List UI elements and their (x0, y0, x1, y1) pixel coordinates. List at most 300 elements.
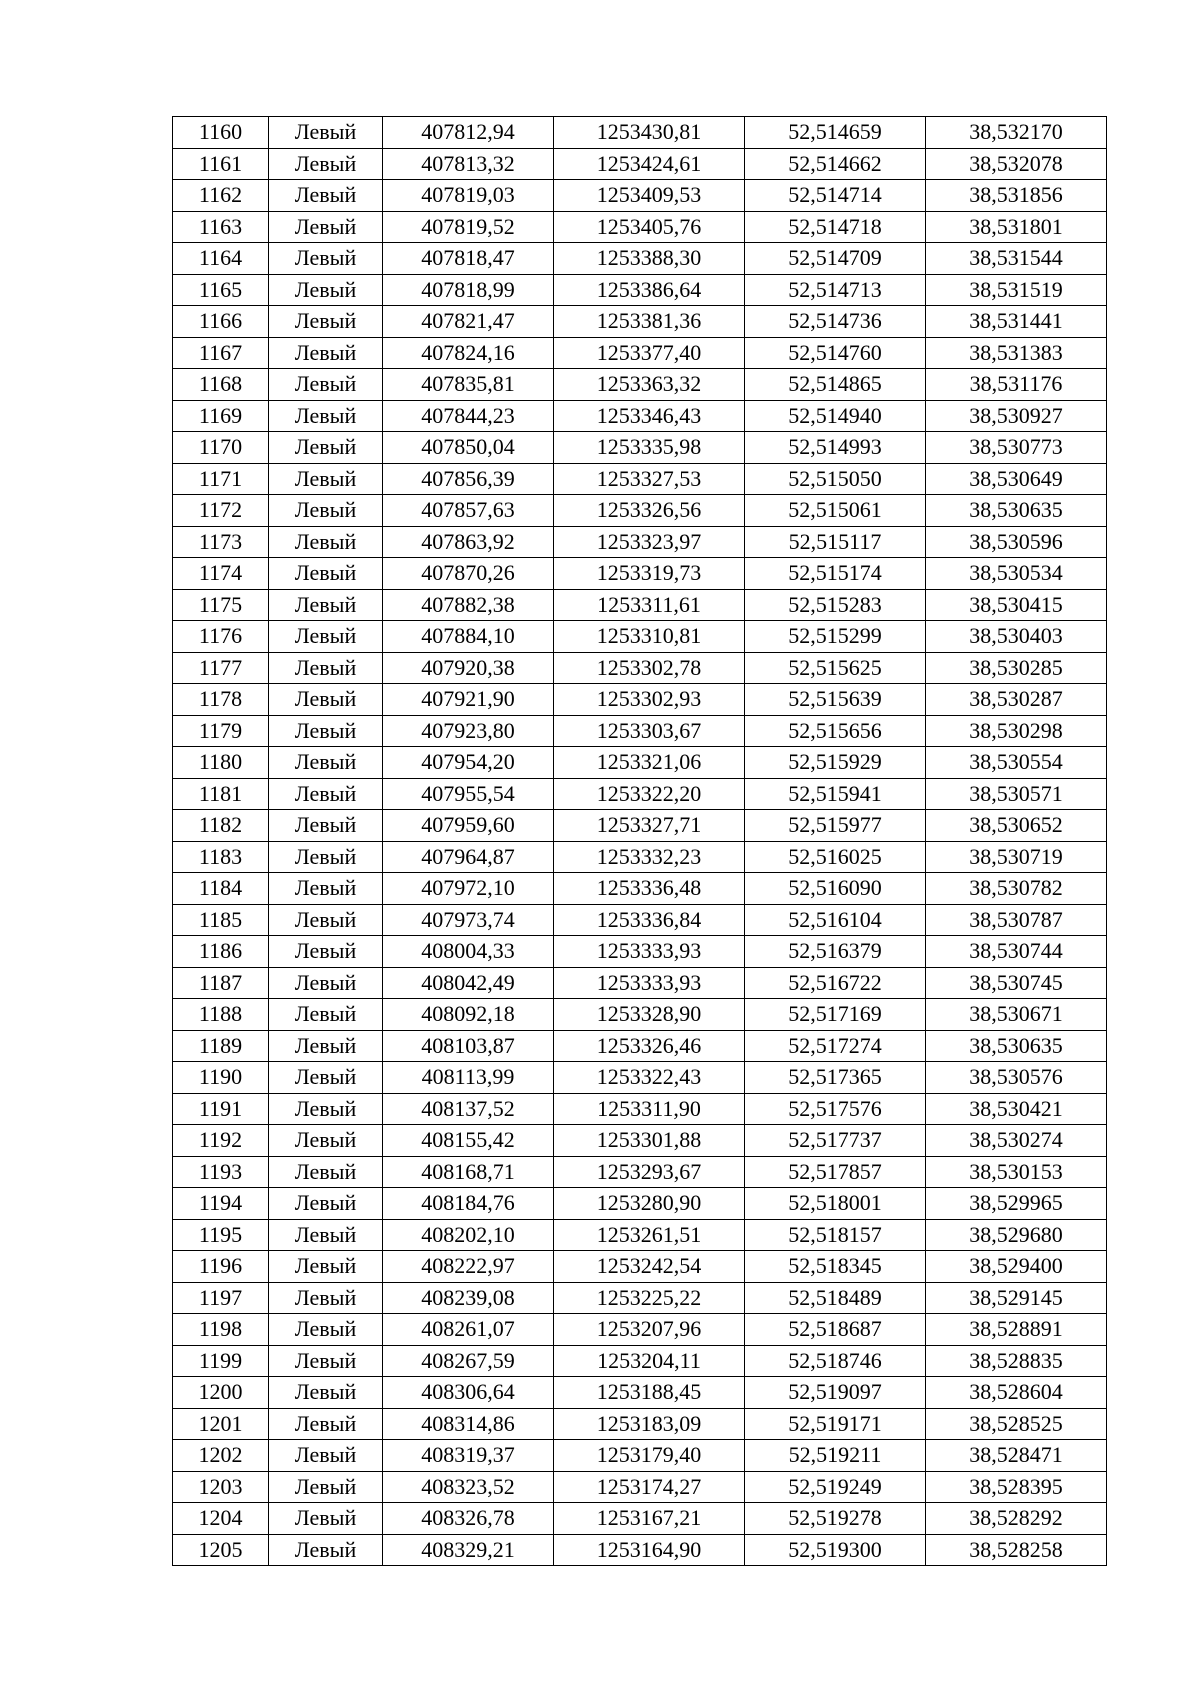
longitude-cell: 38,530652 (926, 810, 1107, 842)
point-number-cell: 1161 (173, 148, 269, 180)
y-coordinate-cell: 1253207,96 (554, 1314, 745, 1346)
point-number-cell: 1189 (173, 1030, 269, 1062)
side-cell: Левый (269, 1030, 383, 1062)
longitude-cell: 38,530285 (926, 652, 1107, 684)
side-cell: Левый (269, 1534, 383, 1566)
longitude-cell: 38,531801 (926, 211, 1107, 243)
table-row (173, 1408, 1107, 1440)
side-cell: Левый (269, 1440, 383, 1472)
latitude-cell: 52,517576 (745, 1093, 926, 1125)
side-cell: Левый (269, 1062, 383, 1094)
y-coordinate-cell: 1253327,53 (554, 463, 745, 495)
table-row (173, 1030, 1107, 1062)
y-coordinate-cell: 1253405,76 (554, 211, 745, 243)
latitude-cell: 52,518746 (745, 1345, 926, 1377)
longitude-cell: 38,531856 (926, 180, 1107, 212)
x-coordinate-cell: 408267,59 (383, 1345, 554, 1377)
table-row (173, 243, 1107, 275)
latitude-cell: 52,517365 (745, 1062, 926, 1094)
y-coordinate-cell: 1253301,88 (554, 1125, 745, 1157)
point-number-cell: 1180 (173, 747, 269, 779)
x-coordinate-cell: 407921,90 (383, 684, 554, 716)
latitude-cell: 52,515061 (745, 495, 926, 527)
side-cell: Левый (269, 369, 383, 401)
side-cell: Левый (269, 747, 383, 779)
table-row (173, 1219, 1107, 1251)
table-row (173, 715, 1107, 747)
side-cell: Левый (269, 117, 383, 149)
point-number-cell: 1185 (173, 904, 269, 936)
longitude-cell: 38,528471 (926, 1440, 1107, 1472)
longitude-cell: 38,528258 (926, 1534, 1107, 1566)
table-row (173, 526, 1107, 558)
latitude-cell: 52,519249 (745, 1471, 926, 1503)
side-cell: Левый (269, 243, 383, 275)
longitude-cell: 38,530635 (926, 495, 1107, 527)
latitude-cell: 52,515639 (745, 684, 926, 716)
point-number-cell: 1203 (173, 1471, 269, 1503)
latitude-cell: 52,515117 (745, 526, 926, 558)
latitude-cell: 52,514714 (745, 180, 926, 212)
point-number-cell: 1183 (173, 841, 269, 873)
latitude-cell: 52,514713 (745, 274, 926, 306)
y-coordinate-cell: 1253183,09 (554, 1408, 745, 1440)
longitude-cell: 38,530782 (926, 873, 1107, 905)
y-coordinate-cell: 1253321,06 (554, 747, 745, 779)
point-number-cell: 1163 (173, 211, 269, 243)
side-cell: Левый (269, 1156, 383, 1188)
x-coordinate-cell: 407818,47 (383, 243, 554, 275)
y-coordinate-cell: 1253225,22 (554, 1282, 745, 1314)
side-cell: Левый (269, 1377, 383, 1409)
table-row (173, 652, 1107, 684)
longitude-cell: 38,528395 (926, 1471, 1107, 1503)
side-cell: Левый (269, 337, 383, 369)
x-coordinate-cell: 407824,16 (383, 337, 554, 369)
y-coordinate-cell: 1253242,54 (554, 1251, 745, 1283)
point-number-cell: 1165 (173, 274, 269, 306)
longitude-cell: 38,530274 (926, 1125, 1107, 1157)
y-coordinate-cell: 1253363,32 (554, 369, 745, 401)
table-row (173, 747, 1107, 779)
point-number-cell: 1186 (173, 936, 269, 968)
side-cell: Левый (269, 1093, 383, 1125)
table-row (173, 180, 1107, 212)
y-coordinate-cell: 1253174,27 (554, 1471, 745, 1503)
point-number-cell: 1172 (173, 495, 269, 527)
x-coordinate-cell: 408004,33 (383, 936, 554, 968)
longitude-cell: 38,531544 (926, 243, 1107, 275)
x-coordinate-cell: 407821,47 (383, 306, 554, 338)
longitude-cell: 38,530773 (926, 432, 1107, 464)
point-number-cell: 1162 (173, 180, 269, 212)
y-coordinate-cell: 1253164,90 (554, 1534, 745, 1566)
point-number-cell: 1169 (173, 400, 269, 432)
coordinates-table (172, 116, 1107, 1566)
point-number-cell: 1179 (173, 715, 269, 747)
x-coordinate-cell: 408042,49 (383, 967, 554, 999)
side-cell: Левый (269, 526, 383, 558)
longitude-cell: 38,531176 (926, 369, 1107, 401)
latitude-cell: 52,514662 (745, 148, 926, 180)
x-coordinate-cell: 408222,97 (383, 1251, 554, 1283)
point-number-cell: 1176 (173, 621, 269, 653)
x-coordinate-cell: 407884,10 (383, 621, 554, 653)
y-coordinate-cell: 1253204,11 (554, 1345, 745, 1377)
table-row (173, 1345, 1107, 1377)
table-row (173, 1503, 1107, 1535)
side-cell: Левый (269, 873, 383, 905)
table-row (173, 1156, 1107, 1188)
longitude-cell: 38,529965 (926, 1188, 1107, 1220)
latitude-cell: 52,514709 (745, 243, 926, 275)
longitude-cell: 38,530576 (926, 1062, 1107, 1094)
latitude-cell: 52,516090 (745, 873, 926, 905)
point-number-cell: 1197 (173, 1282, 269, 1314)
longitude-cell: 38,530596 (926, 526, 1107, 558)
point-number-cell: 1164 (173, 243, 269, 275)
side-cell: Левый (269, 432, 383, 464)
side-cell: Левый (269, 684, 383, 716)
x-coordinate-cell: 408202,10 (383, 1219, 554, 1251)
point-number-cell: 1195 (173, 1219, 269, 1251)
point-number-cell: 1191 (173, 1093, 269, 1125)
table-row (173, 967, 1107, 999)
y-coordinate-cell: 1253328,90 (554, 999, 745, 1031)
x-coordinate-cell: 407850,04 (383, 432, 554, 464)
point-number-cell: 1174 (173, 558, 269, 590)
side-cell: Левый (269, 1219, 383, 1251)
table-row (173, 148, 1107, 180)
longitude-cell: 38,530571 (926, 778, 1107, 810)
longitude-cell: 38,530554 (926, 747, 1107, 779)
y-coordinate-cell: 1253409,53 (554, 180, 745, 212)
table-row (173, 1440, 1107, 1472)
side-cell: Левый (269, 621, 383, 653)
latitude-cell: 52,519300 (745, 1534, 926, 1566)
x-coordinate-cell: 407972,10 (383, 873, 554, 905)
side-cell: Левый (269, 936, 383, 968)
table-row (173, 1471, 1107, 1503)
x-coordinate-cell: 407882,38 (383, 589, 554, 621)
latitude-cell: 52,516025 (745, 841, 926, 873)
latitude-cell: 52,516104 (745, 904, 926, 936)
table-row (173, 337, 1107, 369)
side-cell: Левый (269, 1188, 383, 1220)
y-coordinate-cell: 1253381,36 (554, 306, 745, 338)
point-number-cell: 1171 (173, 463, 269, 495)
point-number-cell: 1193 (173, 1156, 269, 1188)
point-number-cell: 1198 (173, 1314, 269, 1346)
longitude-cell: 38,530744 (926, 936, 1107, 968)
table-row (173, 306, 1107, 338)
x-coordinate-cell: 407920,38 (383, 652, 554, 684)
longitude-cell: 38,531441 (926, 306, 1107, 338)
longitude-cell: 38,530635 (926, 1030, 1107, 1062)
table-row (173, 873, 1107, 905)
y-coordinate-cell: 1253332,23 (554, 841, 745, 873)
x-coordinate-cell: 408155,42 (383, 1125, 554, 1157)
x-coordinate-cell: 408184,76 (383, 1188, 554, 1220)
latitude-cell: 52,519278 (745, 1503, 926, 1535)
longitude-cell: 38,530671 (926, 999, 1107, 1031)
side-cell: Левый (269, 148, 383, 180)
table-row (173, 400, 1107, 432)
longitude-cell: 38,530745 (926, 967, 1107, 999)
longitude-cell: 38,531383 (926, 337, 1107, 369)
table-row (173, 684, 1107, 716)
latitude-cell: 52,518345 (745, 1251, 926, 1283)
side-cell: Левый (269, 1251, 383, 1283)
side-cell: Левый (269, 306, 383, 338)
latitude-cell: 52,514940 (745, 400, 926, 432)
y-coordinate-cell: 1253302,78 (554, 652, 745, 684)
point-number-cell: 1175 (173, 589, 269, 621)
table-row (173, 1125, 1107, 1157)
table-row (173, 369, 1107, 401)
y-coordinate-cell: 1253333,93 (554, 967, 745, 999)
x-coordinate-cell: 407923,80 (383, 715, 554, 747)
side-cell: Левый (269, 1314, 383, 1346)
longitude-cell: 38,530649 (926, 463, 1107, 495)
table-row (173, 117, 1107, 149)
side-cell: Левый (269, 495, 383, 527)
point-number-cell: 1202 (173, 1440, 269, 1472)
table-row (173, 936, 1107, 968)
table-row (173, 1282, 1107, 1314)
side-cell: Левый (269, 558, 383, 590)
x-coordinate-cell: 408137,52 (383, 1093, 554, 1125)
side-cell: Левый (269, 1408, 383, 1440)
x-coordinate-cell: 407856,39 (383, 463, 554, 495)
x-coordinate-cell: 408314,86 (383, 1408, 554, 1440)
latitude-cell: 52,515977 (745, 810, 926, 842)
y-coordinate-cell: 1253323,97 (554, 526, 745, 558)
longitude-cell: 38,530415 (926, 589, 1107, 621)
y-coordinate-cell: 1253424,61 (554, 148, 745, 180)
side-cell: Левый (269, 211, 383, 243)
x-coordinate-cell: 407959,60 (383, 810, 554, 842)
y-coordinate-cell: 1253377,40 (554, 337, 745, 369)
y-coordinate-cell: 1253179,40 (554, 1440, 745, 1472)
side-cell: Левый (269, 274, 383, 306)
x-coordinate-cell: 407955,54 (383, 778, 554, 810)
longitude-cell: 38,528891 (926, 1314, 1107, 1346)
y-coordinate-cell: 1253188,45 (554, 1377, 745, 1409)
point-number-cell: 1201 (173, 1408, 269, 1440)
table-row (173, 999, 1107, 1031)
x-coordinate-cell: 408329,21 (383, 1534, 554, 1566)
y-coordinate-cell: 1253326,46 (554, 1030, 745, 1062)
table-row (173, 463, 1107, 495)
side-cell: Левый (269, 904, 383, 936)
latitude-cell: 52,517274 (745, 1030, 926, 1062)
side-cell: Левый (269, 589, 383, 621)
side-cell: Левый (269, 463, 383, 495)
side-cell: Левый (269, 1282, 383, 1314)
y-coordinate-cell: 1253388,30 (554, 243, 745, 275)
longitude-cell: 38,532078 (926, 148, 1107, 180)
longitude-cell: 38,530927 (926, 400, 1107, 432)
latitude-cell: 52,519211 (745, 1440, 926, 1472)
y-coordinate-cell: 1253335,98 (554, 432, 745, 464)
x-coordinate-cell: 407819,03 (383, 180, 554, 212)
y-coordinate-cell: 1253303,67 (554, 715, 745, 747)
x-coordinate-cell: 408261,07 (383, 1314, 554, 1346)
latitude-cell: 52,515656 (745, 715, 926, 747)
table-row (173, 211, 1107, 243)
x-coordinate-cell: 407835,81 (383, 369, 554, 401)
x-coordinate-cell: 408103,87 (383, 1030, 554, 1062)
coordinates-table-body (173, 117, 1107, 1566)
point-number-cell: 1196 (173, 1251, 269, 1283)
longitude-cell: 38,530287 (926, 684, 1107, 716)
point-number-cell: 1192 (173, 1125, 269, 1157)
table-row (173, 778, 1107, 810)
y-coordinate-cell: 1253280,90 (554, 1188, 745, 1220)
point-number-cell: 1170 (173, 432, 269, 464)
x-coordinate-cell: 407954,20 (383, 747, 554, 779)
y-coordinate-cell: 1253327,71 (554, 810, 745, 842)
table-row (173, 621, 1107, 653)
x-coordinate-cell: 408306,64 (383, 1377, 554, 1409)
x-coordinate-cell: 408113,99 (383, 1062, 554, 1094)
latitude-cell: 52,515941 (745, 778, 926, 810)
latitude-cell: 52,518687 (745, 1314, 926, 1346)
side-cell: Левый (269, 810, 383, 842)
side-cell: Левый (269, 1345, 383, 1377)
x-coordinate-cell: 407973,74 (383, 904, 554, 936)
latitude-cell: 52,515929 (745, 747, 926, 779)
longitude-cell: 38,530787 (926, 904, 1107, 936)
longitude-cell: 38,529680 (926, 1219, 1107, 1251)
table-row (173, 274, 1107, 306)
latitude-cell: 52,515050 (745, 463, 926, 495)
x-coordinate-cell: 407818,99 (383, 274, 554, 306)
x-coordinate-cell: 408319,37 (383, 1440, 554, 1472)
latitude-cell: 52,519097 (745, 1377, 926, 1409)
point-number-cell: 1181 (173, 778, 269, 810)
x-coordinate-cell: 407812,94 (383, 117, 554, 149)
longitude-cell: 38,531519 (926, 274, 1107, 306)
table-row (173, 841, 1107, 873)
y-coordinate-cell: 1253336,48 (554, 873, 745, 905)
table-row (173, 558, 1107, 590)
longitude-cell: 38,528835 (926, 1345, 1107, 1377)
latitude-cell: 52,514718 (745, 211, 926, 243)
longitude-cell: 38,528292 (926, 1503, 1107, 1535)
y-coordinate-cell: 1253333,93 (554, 936, 745, 968)
point-number-cell: 1199 (173, 1345, 269, 1377)
point-number-cell: 1168 (173, 369, 269, 401)
point-number-cell: 1182 (173, 810, 269, 842)
latitude-cell: 52,514865 (745, 369, 926, 401)
side-cell: Левый (269, 841, 383, 873)
latitude-cell: 52,514993 (745, 432, 926, 464)
latitude-cell: 52,518001 (745, 1188, 926, 1220)
x-coordinate-cell: 407863,92 (383, 526, 554, 558)
point-number-cell: 1184 (173, 873, 269, 905)
longitude-cell: 38,528525 (926, 1408, 1107, 1440)
point-number-cell: 1194 (173, 1188, 269, 1220)
side-cell: Левый (269, 1125, 383, 1157)
side-cell: Левый (269, 967, 383, 999)
latitude-cell: 52,514736 (745, 306, 926, 338)
table-row (173, 1251, 1107, 1283)
longitude-cell: 38,530153 (926, 1156, 1107, 1188)
longitude-cell: 38,529400 (926, 1251, 1107, 1283)
x-coordinate-cell: 407813,32 (383, 148, 554, 180)
y-coordinate-cell: 1253319,73 (554, 558, 745, 590)
point-number-cell: 1205 (173, 1534, 269, 1566)
table-row (173, 1062, 1107, 1094)
point-number-cell: 1166 (173, 306, 269, 338)
longitude-cell: 38,532170 (926, 117, 1107, 149)
side-cell: Левый (269, 1471, 383, 1503)
y-coordinate-cell: 1253293,67 (554, 1156, 745, 1188)
side-cell: Левый (269, 400, 383, 432)
latitude-cell: 52,519171 (745, 1408, 926, 1440)
x-coordinate-cell: 408092,18 (383, 999, 554, 1031)
y-coordinate-cell: 1253322,20 (554, 778, 745, 810)
latitude-cell: 52,518157 (745, 1219, 926, 1251)
latitude-cell: 52,514659 (745, 117, 926, 149)
table-row (173, 1188, 1107, 1220)
longitude-cell: 38,530421 (926, 1093, 1107, 1125)
longitude-cell: 38,530534 (926, 558, 1107, 590)
latitude-cell: 52,515283 (745, 589, 926, 621)
latitude-cell: 52,517737 (745, 1125, 926, 1157)
latitude-cell: 52,516379 (745, 936, 926, 968)
latitude-cell: 52,518489 (745, 1282, 926, 1314)
table-row (173, 1093, 1107, 1125)
y-coordinate-cell: 1253310,81 (554, 621, 745, 653)
side-cell: Левый (269, 778, 383, 810)
latitude-cell: 52,515299 (745, 621, 926, 653)
y-coordinate-cell: 1253346,43 (554, 400, 745, 432)
latitude-cell: 52,517169 (745, 999, 926, 1031)
point-number-cell: 1177 (173, 652, 269, 684)
x-coordinate-cell: 408323,52 (383, 1471, 554, 1503)
point-number-cell: 1200 (173, 1377, 269, 1409)
x-coordinate-cell: 408239,08 (383, 1282, 554, 1314)
x-coordinate-cell: 407870,26 (383, 558, 554, 590)
x-coordinate-cell: 407857,63 (383, 495, 554, 527)
y-coordinate-cell: 1253311,90 (554, 1093, 745, 1125)
x-coordinate-cell: 408168,71 (383, 1156, 554, 1188)
longitude-cell: 38,528604 (926, 1377, 1107, 1409)
table-row (173, 589, 1107, 621)
point-number-cell: 1187 (173, 967, 269, 999)
point-number-cell: 1188 (173, 999, 269, 1031)
y-coordinate-cell: 1253336,84 (554, 904, 745, 936)
latitude-cell: 52,515625 (745, 652, 926, 684)
point-number-cell: 1160 (173, 117, 269, 149)
point-number-cell: 1204 (173, 1503, 269, 1535)
table-row (173, 1377, 1107, 1409)
y-coordinate-cell: 1253167,21 (554, 1503, 745, 1535)
table-row (173, 495, 1107, 527)
y-coordinate-cell: 1253322,43 (554, 1062, 745, 1094)
x-coordinate-cell: 407844,23 (383, 400, 554, 432)
latitude-cell: 52,515174 (745, 558, 926, 590)
x-coordinate-cell: 408326,78 (383, 1503, 554, 1535)
x-coordinate-cell: 407819,52 (383, 211, 554, 243)
side-cell: Левый (269, 715, 383, 747)
point-number-cell: 1178 (173, 684, 269, 716)
point-number-cell: 1167 (173, 337, 269, 369)
latitude-cell: 52,514760 (745, 337, 926, 369)
